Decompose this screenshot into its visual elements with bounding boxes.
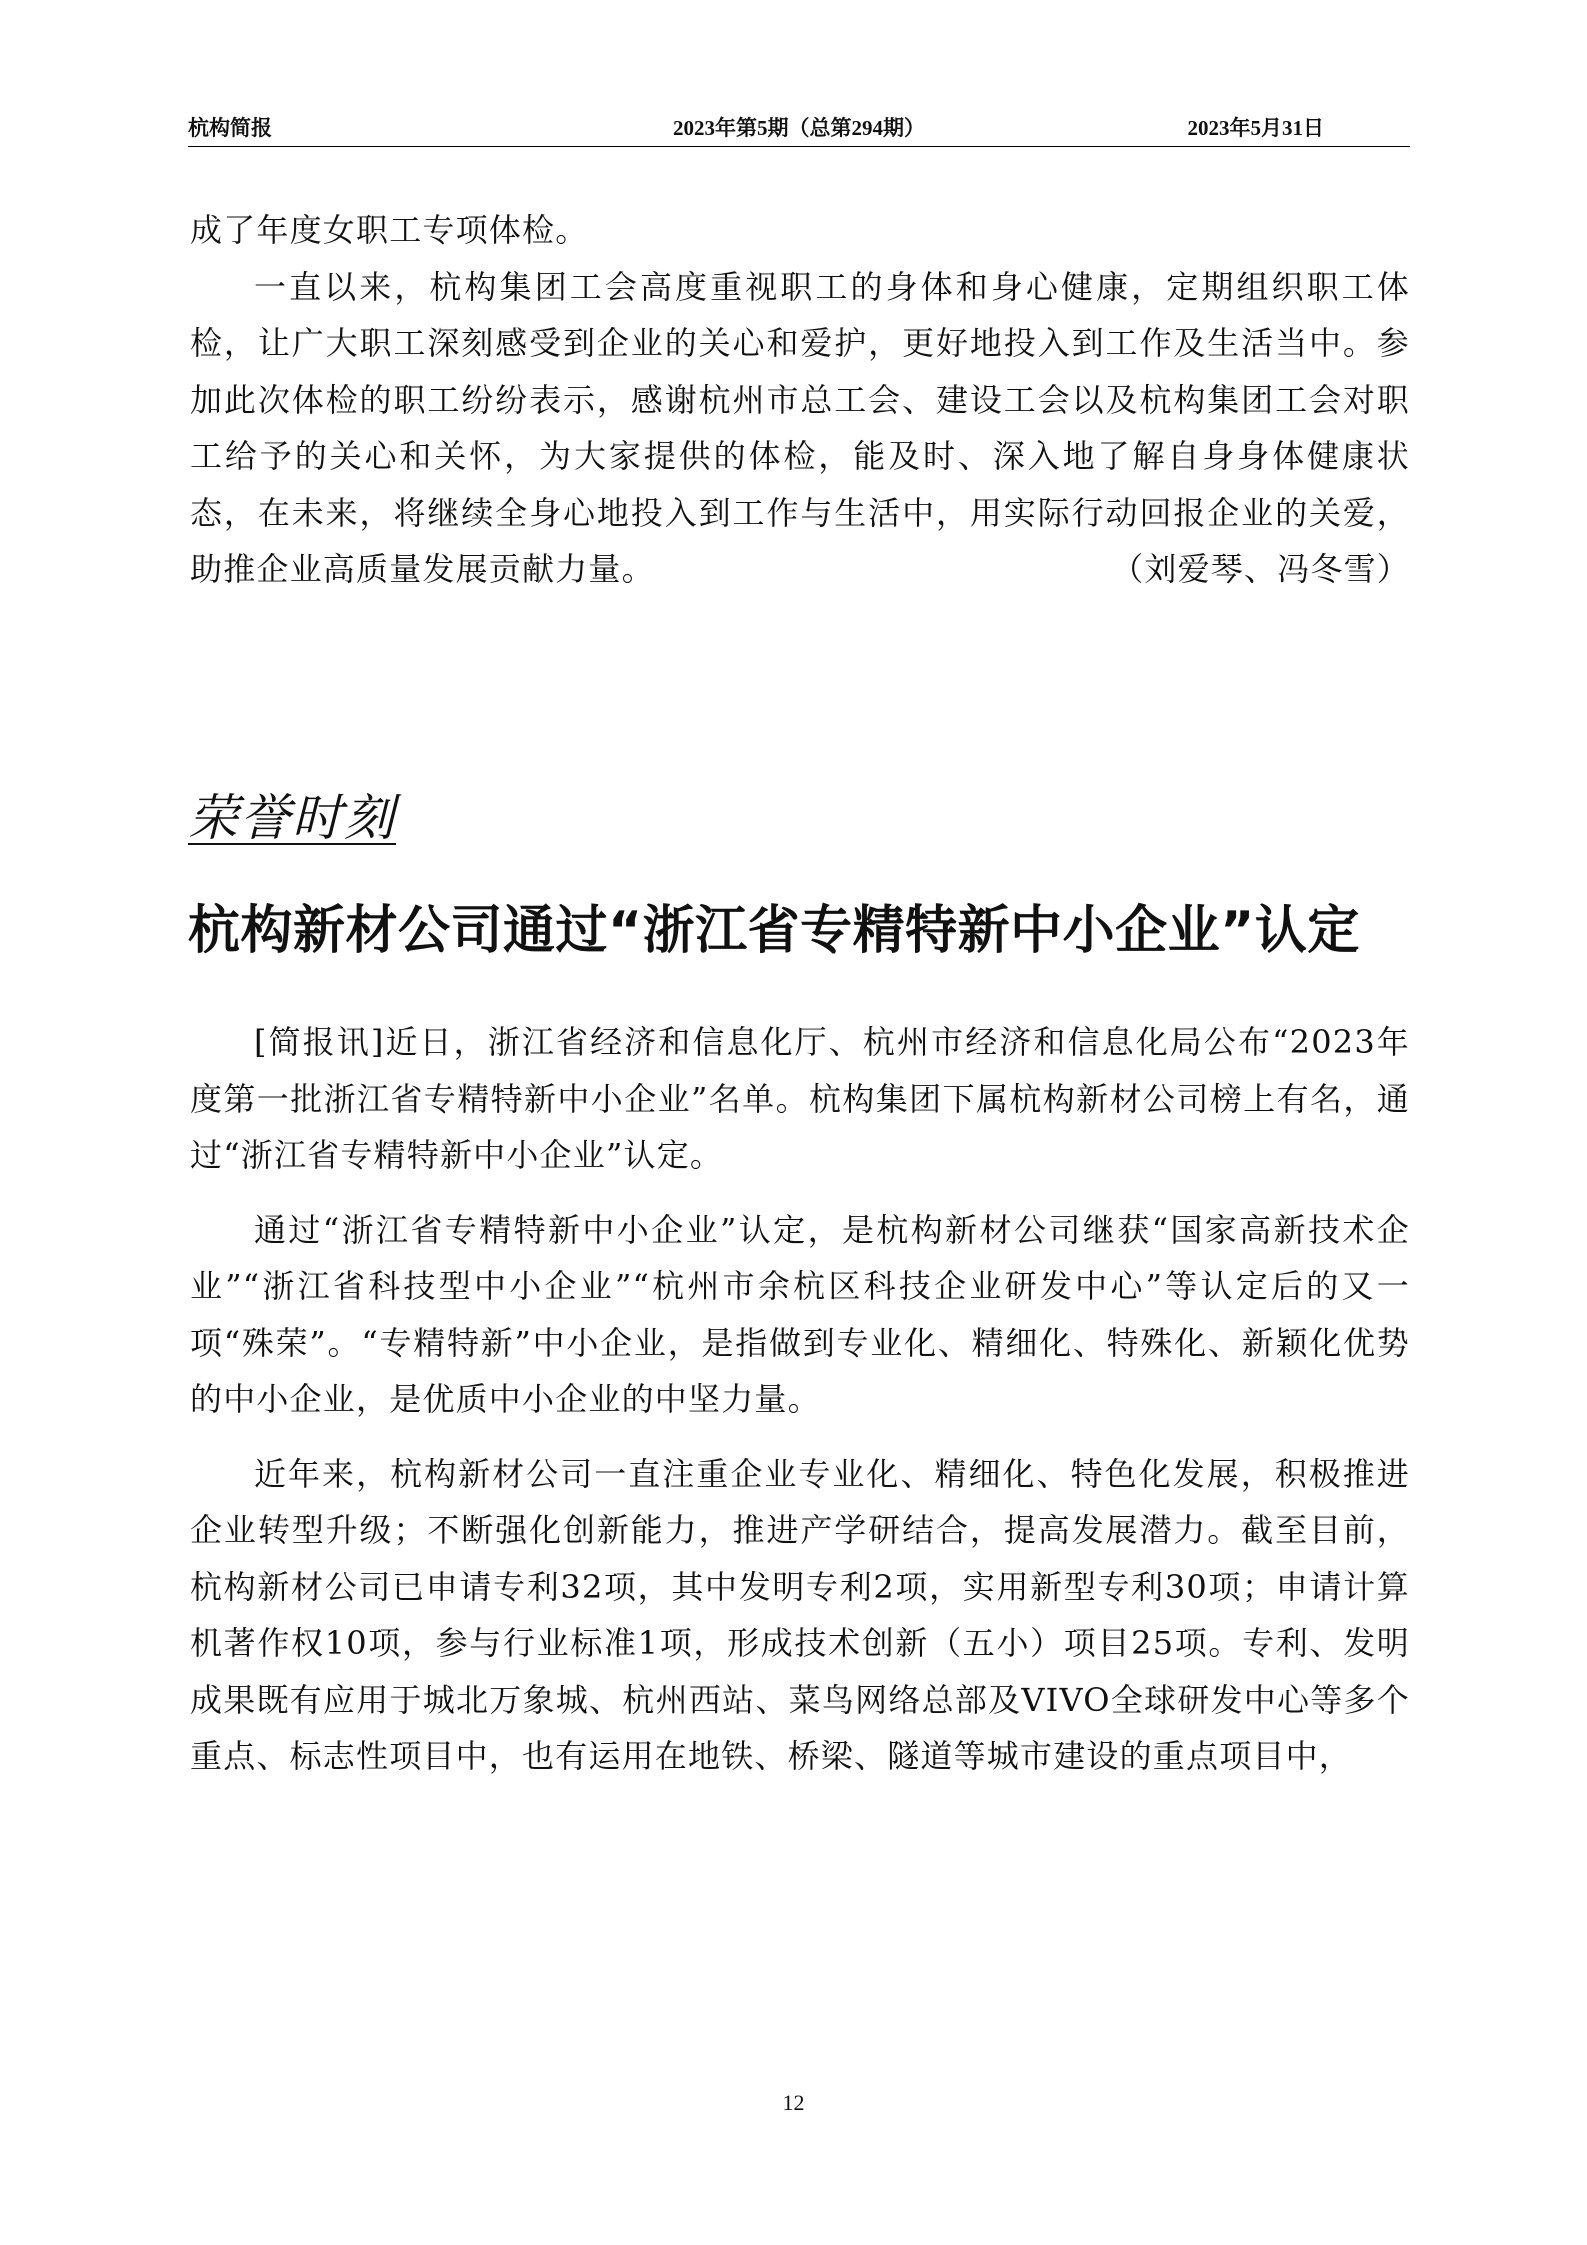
paragraph: 一直以来，杭构集团工会高度重视职工的身体和身心健康，定期组织职工体检，让广大职工深刻感受到企业的关心和爱护，更好地投入到工作及生活当中。参加此次体检的职工纷纷表示，感谢杭州市总工会、建设工会以及杭构集团工会对职工给予的关心和关怀，为大家提供的体检，能及时、深入地了解自身身体健康状态，在未来，将继续全身心地投入到工作与生活中，用实际行动回报企业的关爱，助推企业高质量发展贡献力量。 （刘爱琴、冯冬雪） — [190, 259, 1410, 598]
issue-number: 2023年第5期（总第294期） — [673, 116, 925, 140]
issue-date: 2023年5月31日 — [1187, 116, 1324, 140]
page-header — [188, 112, 1410, 146]
article-certification — [190, 1014, 1410, 1785]
article-headline: 杭构新材公司通过“浙江省专精特新中小企业”认定 — [188, 901, 1360, 961]
section-title: 荣誉时刻 — [188, 789, 396, 847]
page-number: 12 — [782, 2090, 805, 2115]
author-signature: （刘爱琴、冯冬雪） — [1111, 550, 1410, 588]
paragraph: 通过“浙江省专精特新中小企业”认定，是杭构新材公司继获“国家高新技术企业”“浙江省科技型中小企业”“杭州市余杭区科技企业研发中心”等认定后的又一项“殊荣”。“专精特新”中小企业，是指做到专业化、精细化、特殊化、新颖化优势的中小企业，是优质中小企业的中坚力量。 — [190, 1210, 1410, 1418]
paragraph: 成了年度女职工专项体检。 — [190, 211, 589, 249]
header-rule — [188, 146, 1410, 147]
paragraph: [简报讯]近日，浙江省经济和信息化厅、杭州市经济和信息化局公布“2023年度第一批浙江省专精特新中小企业”名单。杭构集团下属杭构新材公司榜上有名，通过“浙江省专精特新中小企业”认定。 — [190, 1023, 1410, 1174]
paragraph: 近年来，杭构新材公司一直注重企业专业化、精细化、特色化发展，积极推进企业转型升级；不断强化创新能力，推进产学研结合，提高发展潜力。截至目前，杭构新材公司已申请专利32项，其中发明专利2项，实用新型专利30项；申请计算机著作权10项，参与行业标准1项，形成技术创新（五小）项目25项。专利、发明成果既有应用于城北万象城、杭州西站、菜鸟网络总部及VIVO全球研发中心等多个重点、标志性项目中，也有运用在地铁、桥梁、隧道等城市建设的重点项目中， — [190, 1454, 1410, 1775]
publication-name: 杭构简报 — [188, 116, 272, 140]
article-health-checkup — [190, 202, 1410, 598]
